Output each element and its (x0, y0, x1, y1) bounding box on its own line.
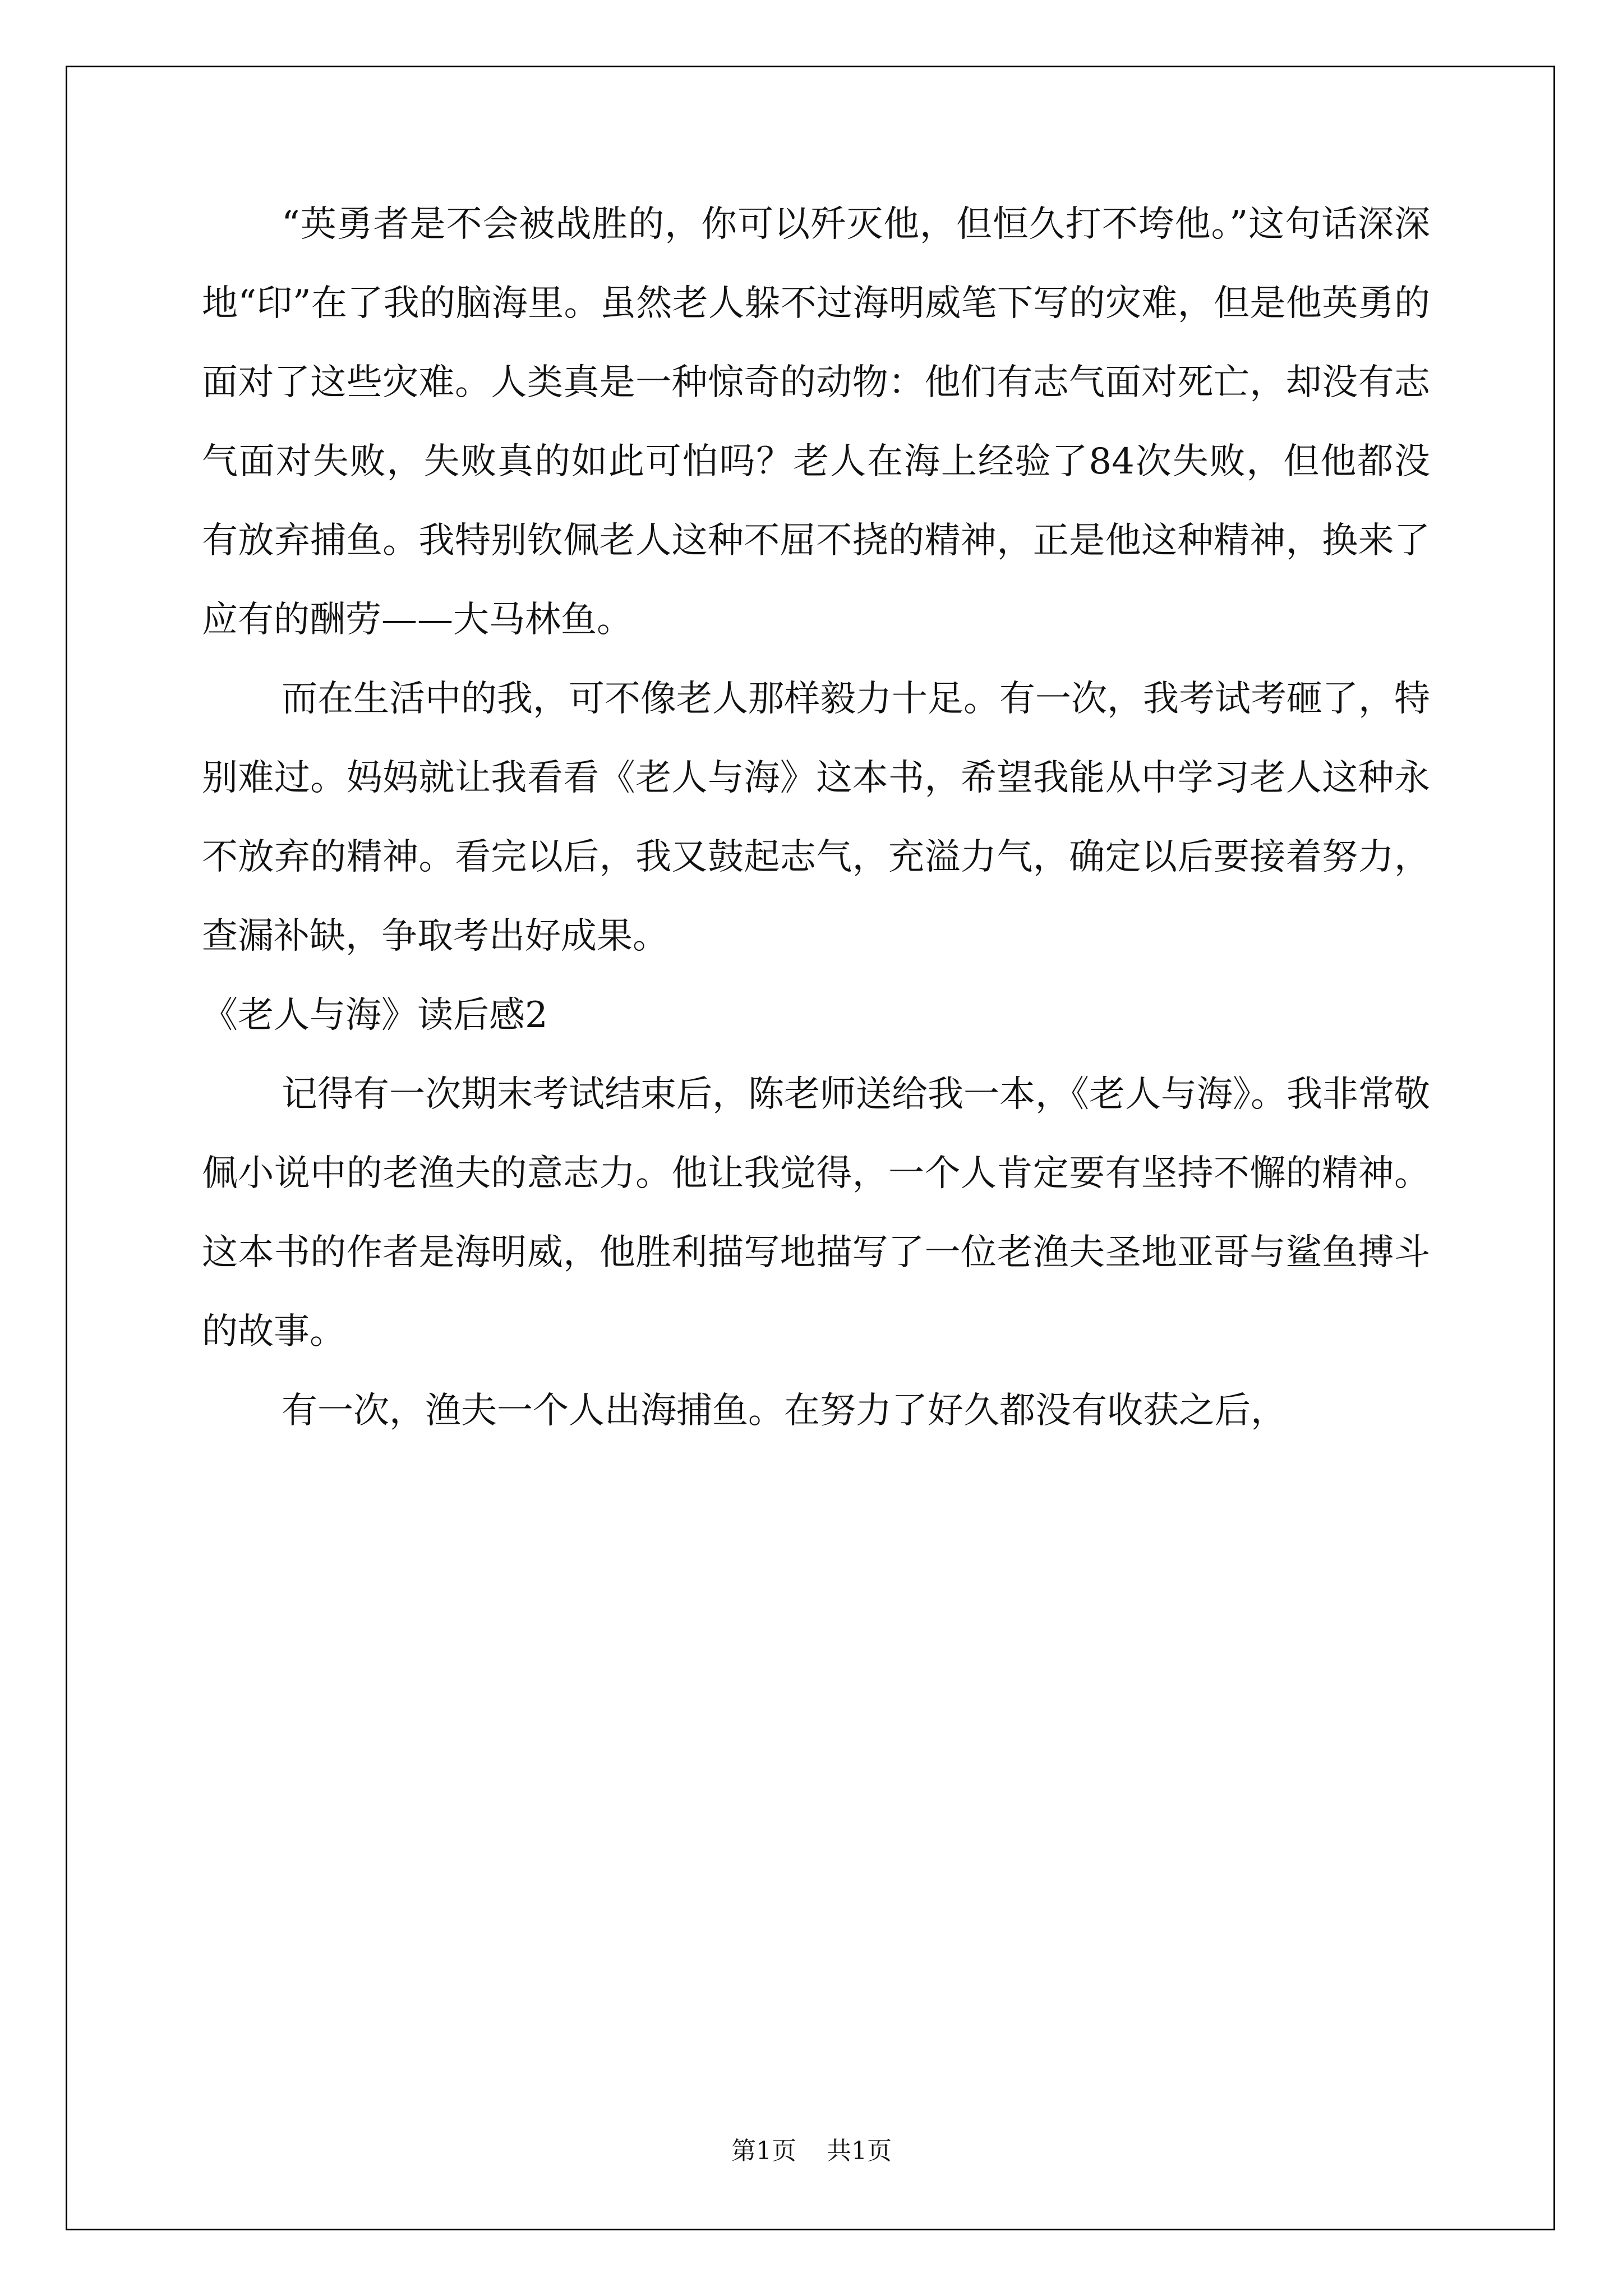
paragraph-1: “英勇者是不会被战胜的，你可以歼灭他，但恒久打不垮他。”这句话深深地“印”在了我的脑海里。虽然老人躲不过海明威笔下写的灾难，但是他英勇的面对了这些灾难。人类真是一种惊奇的动物：他们有志气面对死亡，却没有志气面对失败，失败真的如此可怕吗？老人在海上经验了84次失败，但他都没有放弃捕鱼。我特别钦佩老人这种不屈不挠的精神，正是他这种精神，换来了应有的酬劳——大马林鱼。 (202, 204, 1430, 641)
page-number: 第1页 (731, 2137, 796, 2165)
paragraph-3: 记得有一次期末考试结束后，陈老师送给我一本，《老人与海》。我非常敬佩小说中的老渔夫的意志力。他让我觉得，一个人肯定要有坚持不懈的精神。这本书的作者是海明威，他胜利描写地描写了一位老渔夫圣地亚哥与鲨鱼搏斗的故事。 (202, 1074, 1430, 1352)
paragraph-4: 有一次，渔夫一个人出海捕鱼。在努力了好久都没有收获之后， (282, 1390, 1287, 1432)
paragraph-2: 而在生活中的我，可不像老人那样毅力十足。有一次，我考试考砸了，特别难过。妈妈就让我看看《老人与海》这本书，希望我能从中学习老人这种永不放弃的精神。看完以后，我又鼓起志气，充溢力气，确定以后要接着努力，查漏补缺，争取考出好成果。 (202, 678, 1430, 957)
document-body (202, 185, 1430, 1451)
page-footer (0, 2131, 1623, 2166)
page-total: 共1页 (827, 2137, 892, 2165)
section-heading: 《老人与海》读后感2 (202, 995, 548, 1036)
